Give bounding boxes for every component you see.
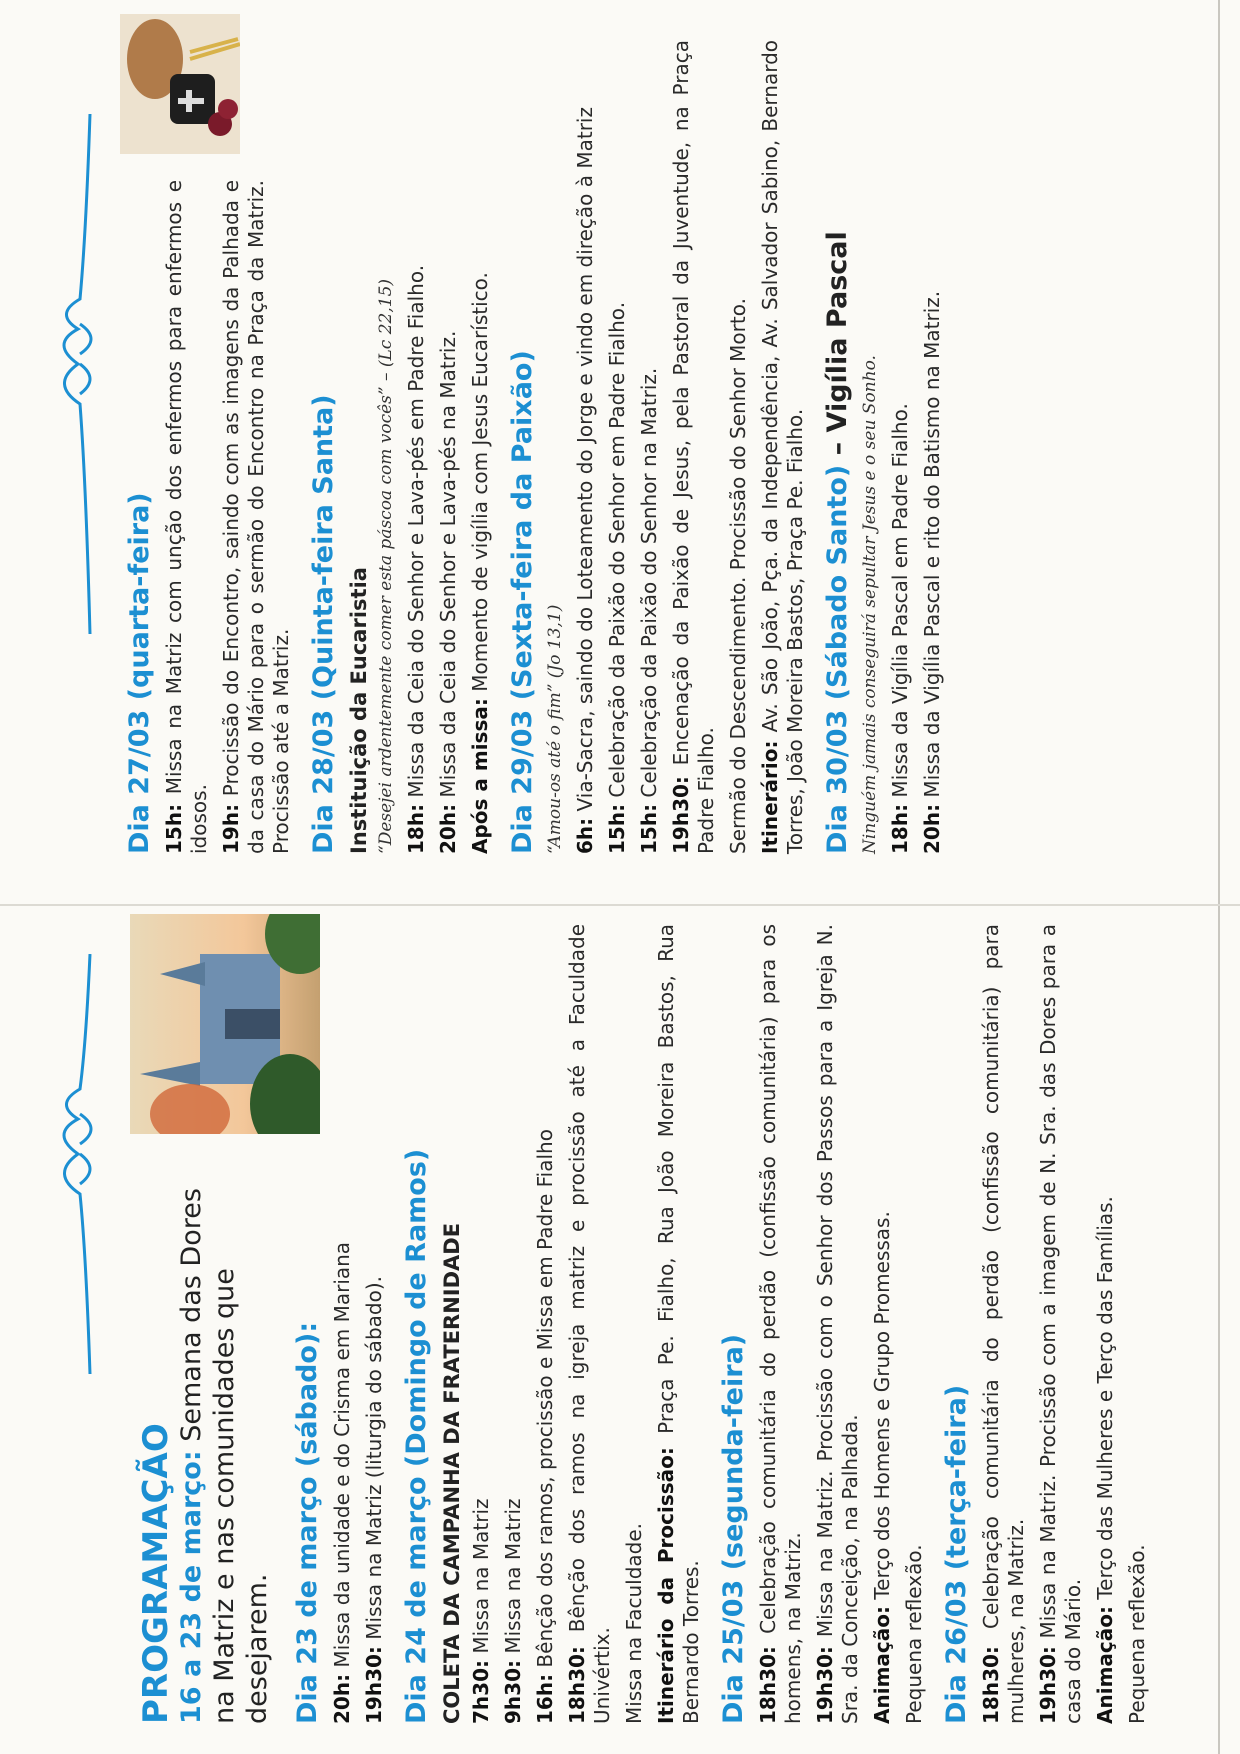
section-heading-26-mar: Dia 26/03 (terça-feira) bbox=[941, 1384, 972, 1724]
schedule-item: Sermão do Descendimento. Procissão do Senhor Morto. bbox=[726, 298, 750, 854]
schedule-item: 19h30: Missa na Matriz. Procissão com a imagem de N. Sra. das Dores para a casa do Mário. bbox=[1036, 924, 1085, 1724]
left-panel bbox=[0, 894, 1240, 1754]
schedule-item: Itinerário: Av. São João, Pça. da Independência, Av. Salvador Sabino, Bernardo Torres, João Moreira Bastos, Praça Pe. Fialho. bbox=[758, 39, 807, 854]
schedule-item: 15h: Celebração da Paixão do Senhor na Matriz. bbox=[637, 367, 661, 854]
section-subheading-eucaristia: Instituição da Eucaristia bbox=[347, 567, 371, 854]
schedule-item: Animação: Terço das Mulheres e Terço das Famílias. bbox=[1093, 1196, 1117, 1724]
section-heading-25-mar: Dia 25/03 (segunda-feira) bbox=[718, 1333, 749, 1724]
schedule-item: 18h: Missa da Vigília Pascal em Padre Fialho. bbox=[888, 403, 912, 854]
section-heading-23-mar: Dia 23 de março (sábado): bbox=[292, 1321, 323, 1724]
schedule-item: 16h: Bênção dos ramos, procissão e Missa em Padre Fialho bbox=[533, 1129, 557, 1724]
section-subheading-coleta: COLETA DA CAMPANHA DA FRATERNIDADE bbox=[440, 1222, 464, 1724]
intro-date: 16 a 23 de março: bbox=[176, 1450, 207, 1724]
section-heading-24-mar: Dia 24 de março (Domingo de Ramos) bbox=[401, 1148, 432, 1724]
schedule-item: 6h: Via-Sacra, saindo do Loteamento do Jorge e vindo em direção à Matriz bbox=[573, 107, 597, 854]
schedule-item: Pequena reflexão. bbox=[1125, 1544, 1149, 1724]
schedule-item: 19h30: Missa na Matriz. Procissão com o Senhor dos Passos para a Igreja N. Sra. da Conceição, na Palhada. bbox=[813, 924, 862, 1724]
schedule-item: 19h: Procissão do Encontro, saindo com as imagens da Palhada e da casa do Mário para o sermão do Encontro na Praça da Matriz. Procissão até a Matriz. bbox=[219, 179, 293, 854]
schedule-item: 18h30: Celebração comunitária do perdão (confissão comunitária) para mulheres, na Matriz. bbox=[979, 923, 1028, 1724]
schedule-item: 18h30: Celebração comunitária do perdão (confissão comunitária) para os homens, na Matriz. bbox=[756, 923, 805, 1724]
schedule-item: 15h: Celebração da Paixão do Senhor em Padre Fialho. bbox=[605, 301, 629, 854]
program-title: PROGRAMAÇÃO bbox=[136, 1423, 176, 1724]
schedule-item: 7h30: Missa na Matriz bbox=[469, 1498, 493, 1724]
section-heading-28-mar: Dia 28/03 (Quinta-feira Santa) bbox=[308, 394, 339, 854]
intro-paragraph bbox=[136, 924, 274, 1724]
schedule-item: Missa na Faculdade. bbox=[622, 1522, 646, 1724]
schedule-item: 18h: Missa da Ceia do Senhor e Lava-pés em Padre Fialho. bbox=[404, 264, 428, 854]
intro-text: Semana das Dores na Matriz e nas comunidades que desejarem. bbox=[176, 1188, 273, 1724]
schedule-item: Itinerário da Procissão: Praça Pe. Fialho, Rua João Moreira Bastos, Rua Bernardo Torres. bbox=[654, 923, 703, 1724]
schedule-item: Pequena reflexão. bbox=[902, 1544, 926, 1724]
schedule-item: 19h30: Missa na Matriz (liturgia do sábado). bbox=[362, 1276, 386, 1724]
schedule-item: 15h: Missa na Matriz com unção dos enfermos para enfermos e idosos. bbox=[162, 179, 211, 854]
schedule-item: 20h: Missa da unidade e do Crisma em Mariana bbox=[330, 1241, 354, 1724]
schedule-item: Animação: Terço dos Homens e Grupo Promessas. bbox=[870, 1211, 894, 1724]
section-heading-27-mar: Dia 27/03 (quarta-feira) bbox=[124, 492, 155, 854]
section-heading-29-mar: Dia 29/03 (Sexta-feira da Paixão) bbox=[507, 350, 538, 854]
schedule-item: 18h30: Bênção dos ramos na igreja matriz e procissão até a Faculdade Univértix. bbox=[565, 923, 614, 1724]
section-heading-30-mar: Dia 30/03 (Sábado Santo) – Vigília Pascal bbox=[822, 231, 853, 854]
schedule-item: 9h30: Missa na Matriz bbox=[501, 1498, 525, 1724]
schedule-item: 20h: Missa da Ceia do Senhor e Lava-pés na Matriz. bbox=[436, 330, 460, 854]
heading-suffix: – Vigília Pascal bbox=[822, 231, 853, 465]
quote-john: “Amou-os até o fim” (Jo 13,1) bbox=[545, 604, 565, 854]
schedule-item: 20h: Missa da Vigília Pascal e rito do Batismo na Matriz. bbox=[920, 290, 944, 854]
schedule-item: Após a missa: Momento de vigília com Jesus Eucarístico. bbox=[468, 272, 492, 854]
schedule-item: 19h30: Encenação da Paixão de Jesus, pela Pastoral da Juventude, na Praça Padre Fialho. bbox=[669, 40, 718, 854]
quote-sabado: Ninguém jamais conseguirá sepultar Jesus e o seu Sonho. bbox=[860, 355, 880, 854]
quote-luke: “Desejei ardentemente comer esta páscoa com vocês” – (Lc 22,15) bbox=[376, 278, 396, 854]
